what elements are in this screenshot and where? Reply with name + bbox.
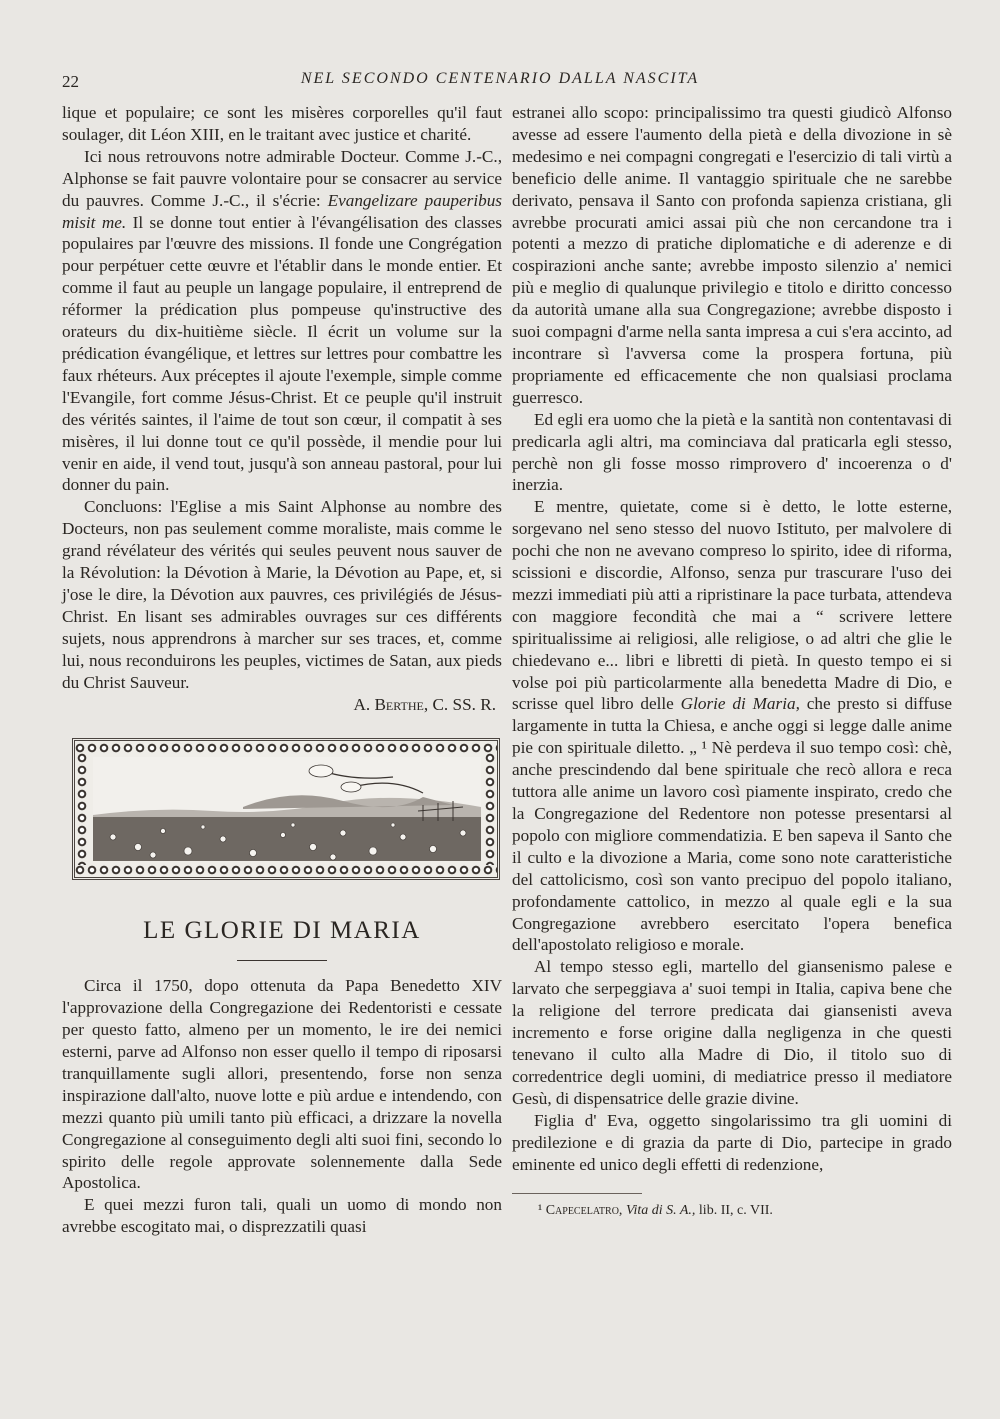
landscape-with-daisies-icon [93, 757, 481, 861]
text-run: Il se donne tout entier à l'évangélisation des classes populaires par l'œuvre des missions. Il fonde une Congrégation pour perpétuer cette œuvre et l'établir dans le monde entier. Et comme il faut au peuple un langage populaire, il entreprend de réformer la prédication plus pompeuse qu'instructive des orateurs du dix-huitième siècle. Il écrit un volume sur la prédication évangélique, et lettres sur lettres pour combattre les faux rhéteurs. Aux préceptes il ajoute l'exemple, simple comme l'Evangile, fort comme Jésus-Christ. Et ce peuple qu'il instruit des vérités saintes, il l'aime de tout son cœur, il compatit à ses misères, il lui donne tout ce qu'il possède, il mendie pour lui venir en aide, il vend tout, jusqu'à son anneau pastoral, pour lui donner du pain. [62, 212, 503, 495]
footnote-mark: ¹ [538, 1203, 543, 1219]
footnote-author: Capecelatro, [545, 1203, 623, 1219]
footnote-title: Vita di S. A., [625, 1203, 696, 1219]
text-run: E mentre, quietate, come si è detto, le lotte esterne, sorgevano nel seno stesso del nuovo Istituto, per malvolere di pochi che non ne avevano compreso lo spirito, idee di riforma, scissioni e discordie, Alfonso, senza pur trascurare l'uso dei mezzi immediati più atti a ripristinare la pace turbata, attendeva con maggiore fecondità che mai a “ scrivere lettere spiritualissime ai religiosi, alle religiose, o ad altri che glie le chiedevano e... libri e libretti di pietà. In questo tempo ei si volse poi più particolarmente alla benedetta Madre di Dio, e scrisse quel libro delle [512, 497, 952, 714]
bead-border-icon [75, 743, 497, 753]
paragraph: Figlia d' Eva, oggetto singolarissimo tra gli uomini di predilezione e di grazia da parte di Dio, partecipe in grado eminente ed unico degli effetti di redenzione, [512, 1110, 952, 1174]
latin-quote: Evangelizare pauperibus misit me. [62, 190, 502, 232]
page-number: 22 [62, 72, 79, 91]
paragraph: Al tempo stesso egli, martello del giansenismo palese e larvato che serpeggiava a' suoi tempi in Italia, capiva bene che la religione del terrore predicata dai giansenisti aveva incremento e forse origine dalla negligenza in che questi tenevano il culto alla Madre di Dio, il titolo suo di corredentrice degli uomini, di mediatrice presso il mediatore Gesù, di dispensatrice delle grazie divine. [512, 957, 952, 1108]
footnote-divider [512, 1193, 642, 1194]
title-divider [237, 960, 327, 961]
paragraph: Ed egli era uomo che la pietà e la santità non contentavasi di predicarla agli altri, ma cominciava dal praticarla egli stesso, perchè non gli fosse mosso rimprovero d' incoerenza o d' inerzia. [512, 409, 952, 495]
paragraph [62, 146, 502, 497]
right-column [512, 102, 952, 1222]
paragraph: lique et populaire; ce sont les misères corporelles qu'il faut soulager, dit Léon XIII, en le traitant avec justice et charité. [62, 103, 502, 144]
book-title: Glorie di Maria, [680, 694, 800, 714]
footnote [512, 1200, 952, 1222]
paragraph: Circa il 1750, dopo ottenuta da Papa Benedetto XIV l'approvazione della Congregazione dei Redentoristi e cessate per questo fatto, almeno per un momento, le ire dei nemici esterni, parve ad Alfonso non esser quello il tempo di riposarsi tranquillamente sugli allori, presentendo, forse non senza inspirazione dall'alto, nuove lotte e più ardue e intendendo, con mezzi quanto più umili tanto più efficaci, a drizzare la novella Congregazione al conseguimento degli alti suoi fini, secondo lo spirito delle regole approvate solennemente dalla Sede Apostolica. [62, 976, 502, 1193]
paragraph: estranei allo scopo: principalissimo tra questi giudicò Alfonso avesse ad essere l'aumento della pietà e della divozione in sè medesimo e nei compagni congregati e l'esercizio di tali virtù a beneficio delle anime. Il vantaggio spirituale che ne sarebbe derivato, pensava il Santo con profonda sapienza cristiana, gli avrebbe procurati amici assai più che non cercandone tra i potenti a mezzo di pratiche diplomatiche e di aderenze e di cospirazioni anche sante; avrebbe imposto silenzio a' nemici più e meglio di qualunque privilegio e titolo e diritto concesso da autorità umane alla sua Congregazione; avrebbe disposto i suoi compagni d'arme nella santa impresa a cui s'era accinto, ad incontrare sì l'avversa come la prospera fortuna, più propriamente ed efficacemente che non qualsiasi proclama guerresco. [512, 103, 952, 407]
text-run: Ici nous retrouvons notre admirable Docteur. Comme J.-C., Alphonse se fait pauvre volontaire pour se consacrer au service du pauvres. Comme J.-C., il s'écrie: [62, 146, 502, 210]
decorative-illustration [72, 738, 500, 880]
text-run: che presto si diffuse largamente in tutta la Chiesa, e anche oggi si legge dalle anime pie con spirituale diletto. „ ¹ Nè perdeva il suo tempo così: chè, anche prescindendo dal bene spirituale che recò allora e reca tuttora alle anime un lavoro così piamente inspirato, credo che la Congregazione del Redentore non potesse presentarsi al popolo con migliore commendatizia. E ben sapeva il Santo che il culto e la divozione a Maria, come sono note caratteristiche del cattolicismo, così son vanto precipuo del popolo italiano, profondamente cattolico, in mezzo al quale egli e la sua Congregazione avrebbero esercitato l'opera benefica dell'apostolato religioso e morale. [512, 694, 953, 955]
paragraph: E quei mezzi furon tali, quali un uomo di mondo non avrebbe escogitato mai, o disprezzatili quasi [62, 1195, 502, 1237]
left-column [62, 102, 502, 1238]
section-title: LE GLORIE DI MARIA [143, 917, 421, 945]
paragraph [512, 496, 952, 956]
footnote-ref: lib. II, c. VII. [698, 1203, 773, 1219]
bead-border-icon [77, 753, 87, 865]
bead-border-icon [75, 865, 497, 875]
paragraph: Concluons: l'Eglise a mis Saint Alphonse au nombre des Docteurs, non pas seulement comme moraliste, mais comme le grand révélateur des vérités qui seules peuvent nous sauver de la Révolution: la Dévotion à Marie, la Dévotion au Pape, et, si j'ose le dire, la Dévotion aux pauvres, ces privilégiés de Jésus-Christ. En lisant ses admirables ouvrages sur ces différents sujets, nous apprendrons à marcher sur ses traces, et, comme lui, nous reconduirons les peuples, victimes de Satan, aux pieds du Christ Sauveur. [62, 497, 502, 692]
bead-border-icon [485, 753, 495, 865]
signature: A. Berthe, C. SS. R. [353, 695, 496, 715]
running-head: NEL SECONDO CENTENARIO DALLA NASCITA [300, 70, 700, 87]
